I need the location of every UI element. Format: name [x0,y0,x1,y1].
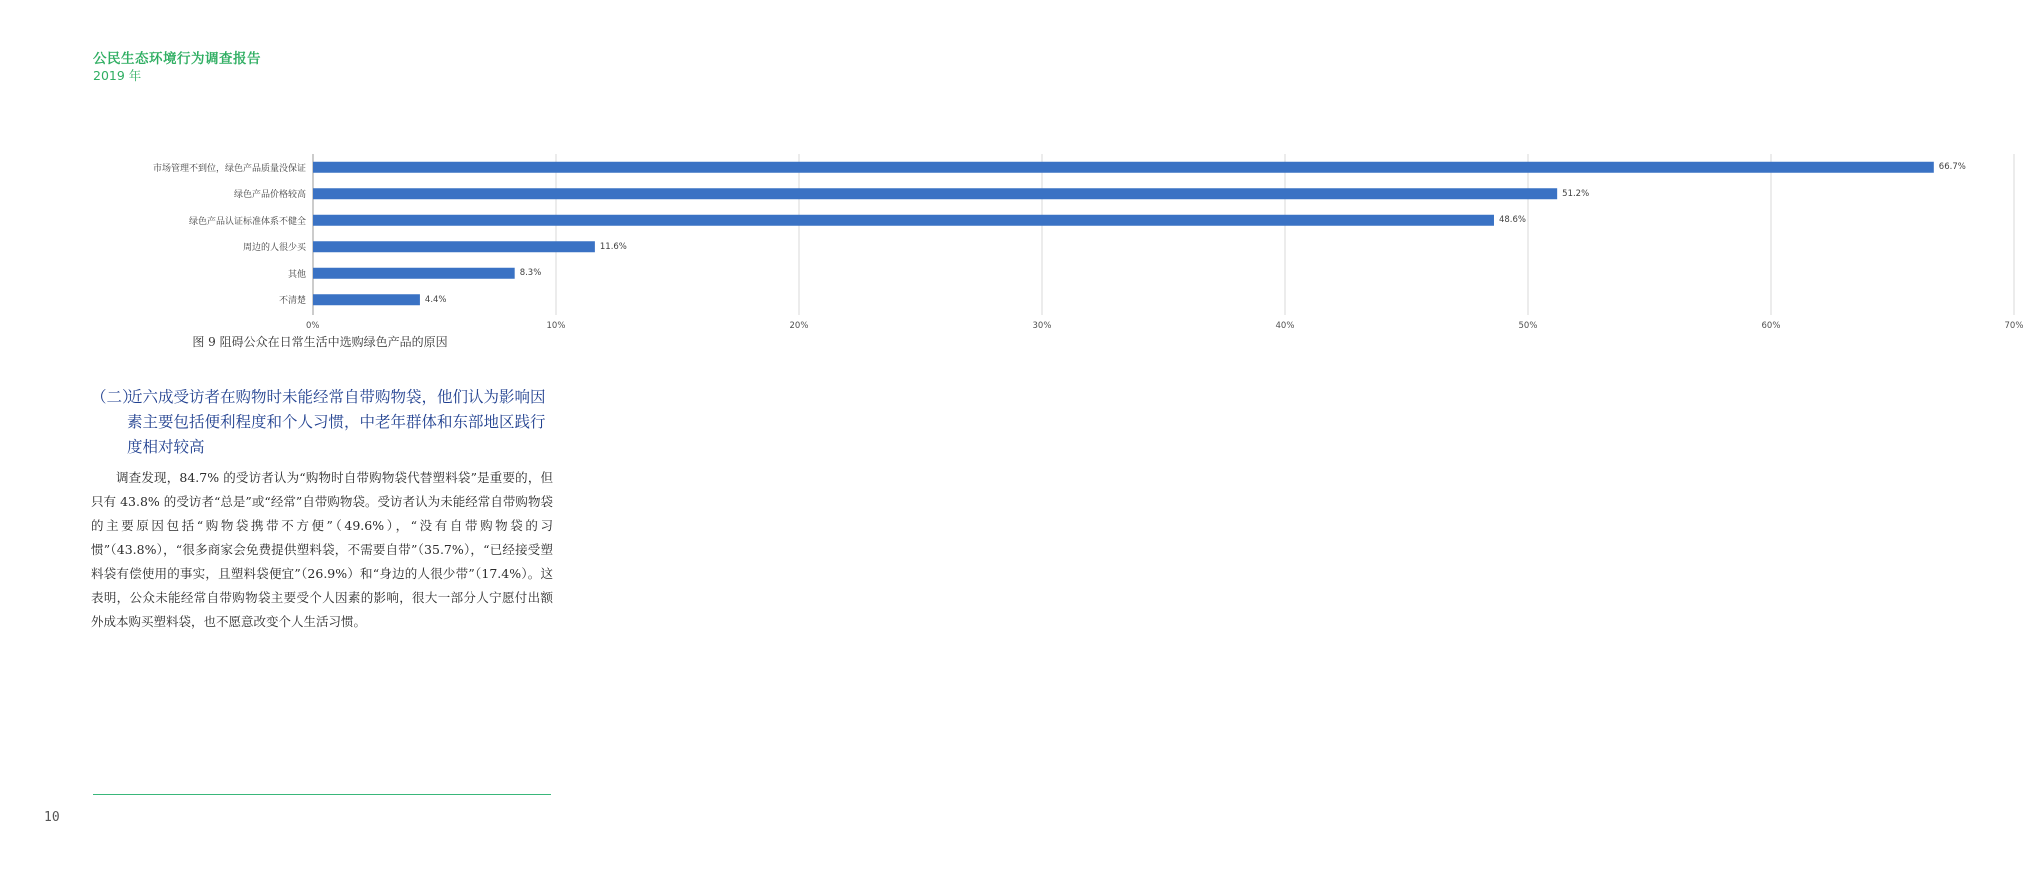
x-tick-label: 0% [306,321,320,331]
value-label: 11.6% [599,241,627,252]
footer-divider [93,794,551,795]
bar [313,268,515,279]
bar [313,215,1494,226]
bar [313,294,420,305]
page-number: 10 [44,810,60,825]
x-tick-label: 50% [1518,321,1538,331]
section-heading-text: 近六成受访者在购物时未能经常自带购物袋，他们认为影响因素主要包括便利程度和个人习惯，中老年群体和东部地区践行度相对较高 [127,388,546,456]
bar [313,162,1934,173]
category-label: 市场管理不到位，绿色产品质量没保证 [153,163,307,174]
x-tick-label: 70% [2004,321,2023,331]
figure-caption: 图 9 阻碍公众在日常生活中选购绿色产品的原因 [192,335,448,349]
value-label: 4.4% [424,294,447,305]
bar-chart [0,148,2023,331]
report-header [93,50,261,84]
x-tick-label: 60% [1761,321,1781,331]
x-tick-label: 20% [789,321,809,331]
x-tick-label: 10% [546,321,566,331]
category-label: 不清楚 [279,296,307,307]
value-label: 8.3% [519,268,542,279]
value-label: 48.6% [1498,215,1526,226]
bar [313,241,595,252]
report-title: 公民生态环境行为调查报告 [93,51,261,67]
value-label: 66.7% [1938,162,1966,173]
section-heading [91,385,551,460]
bar [313,188,1557,199]
x-tick-label: 30% [1032,321,1052,331]
category-label: 绿色产品价格较高 [234,190,307,201]
x-tick-label: 40% [1275,321,1295,331]
category-label: 其他 [288,269,307,280]
value-label: 51.2% [1562,188,1590,199]
report-year: 2019 年 [93,68,142,83]
body-paragraph: 调查发现，84.7% 的受访者认为“购物时自带购物袋代替塑料袋”是重要的，但只有 43.8% 的受访者“总是”或“经常”自带购物袋。受访者认为未能经常自带购物袋的主要原因包括“购物袋携带不方便”（49.6%），“没有自带购物袋的习惯”（43.8%），“很多商家会免费提供塑料袋，不需要自带”（35.7%），“已经接受塑料袋有偿使用的事实，且塑料袋便宜”（26.9%）和“身边的人很少带”（17.4%）。这表明，公众未能经常自带购物袋主要受个人因素的影响，很大一部分人宁愿付出额外成本购买塑料袋，也不愿意改变个人生活习惯。 [91,470,553,629]
category-label: 绿色产品认证标准体系不健全 [189,216,307,227]
chart-canvas [0,148,640,328]
category-label: 周边的人很少买 [243,243,307,254]
section-number: （二） [91,388,138,406]
